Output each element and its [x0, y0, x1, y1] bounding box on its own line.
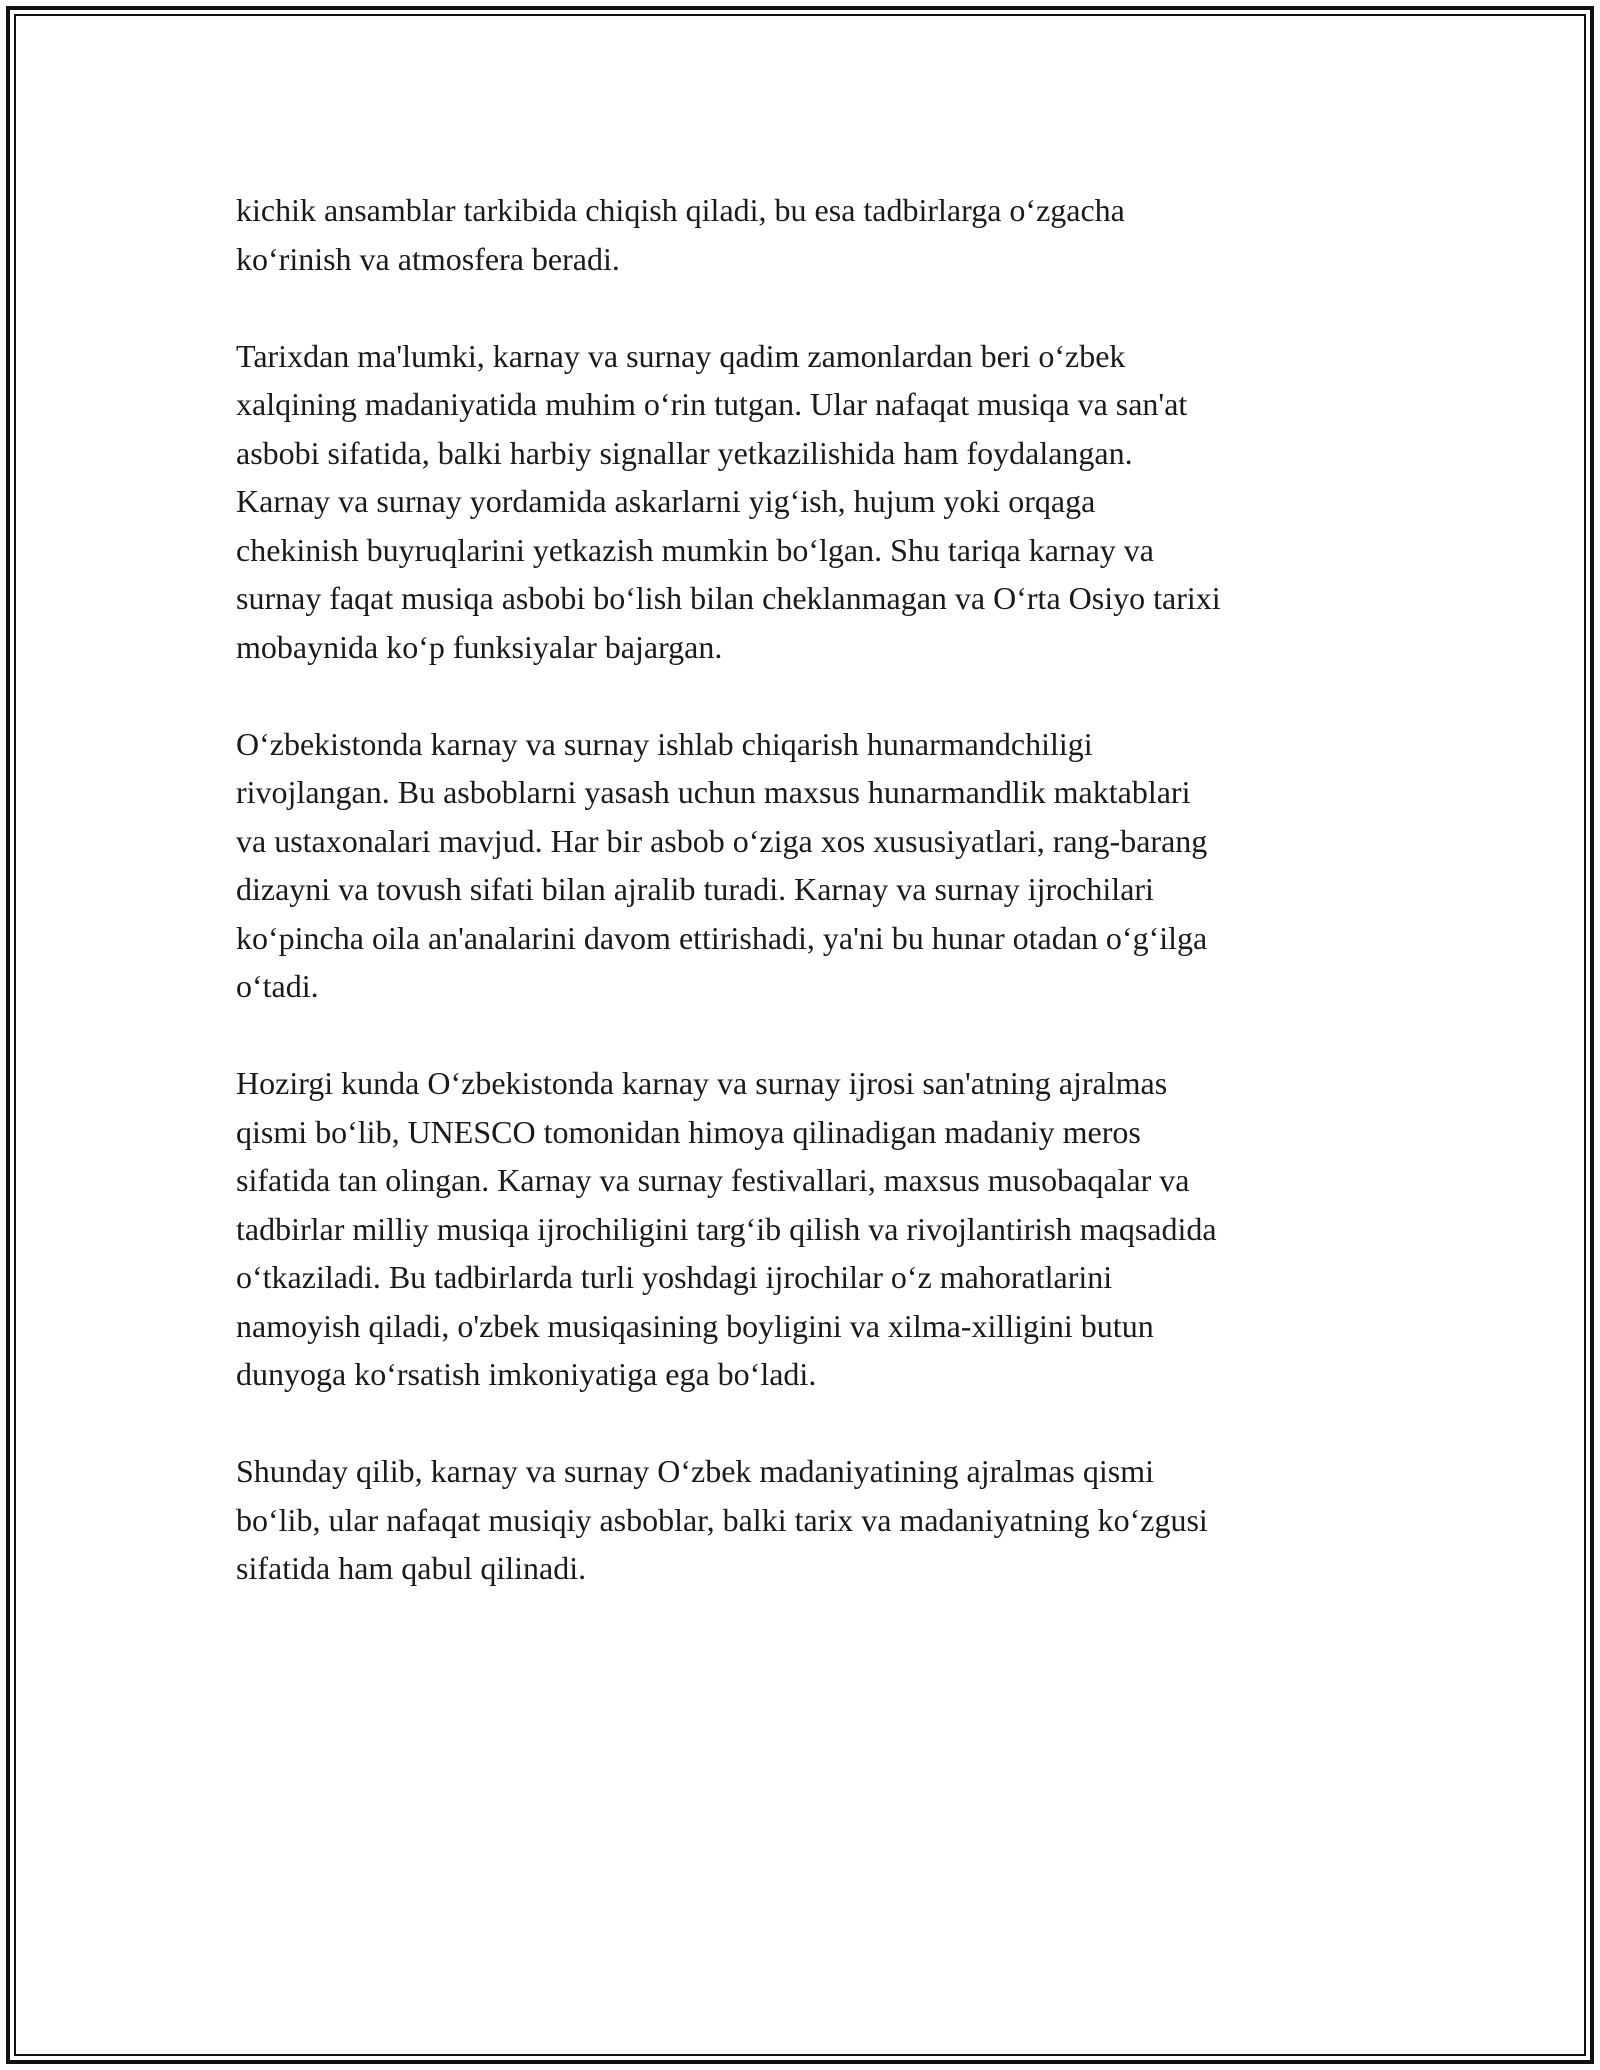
text-line: namoyish qiladi, o'zbek musiqasining boyligini va xilma-xilligini butun	[236, 1307, 1154, 1344]
text-line: Karnay va surnay yordamida askarlarni yig‘ish, hujum yoki orqaga	[236, 483, 1096, 519]
paragraph-4	[236, 1059, 1366, 1399]
text-line: chekinish buyruqlarini yetkazish mumkin bo‘lgan. Shu tariqa karnay va	[236, 531, 1154, 568]
text-line: surnay faqat musiqa asbobi bo‘lish bilan cheklanmagan va O‘rta Osiyo tarixi	[236, 580, 1221, 616]
text-line: asbobi sifatida, balki harbiy signallar yetkazilishida ham foydalangan.	[236, 434, 1133, 471]
text-line: ko‘pincha oila an'analarini davom ettirishadi, ya'ni bu hunar otadan o‘g‘ilga	[236, 919, 1208, 956]
text-line: Shunday qilib, karnay va surnay O‘zbek madaniyatining ajralmas qismi	[236, 1453, 1154, 1489]
text-line: tadbirlar milliy musiqa ijrochiligini targ‘ib qilish va rivojlantirish maqsadida	[236, 1210, 1217, 1247]
text-line: kichik ansamblar tarkibida chiqish qiladi, bu esa tadbirlarga o‘zgacha	[236, 192, 1125, 228]
text-line: mobaynida ko‘p funksiyalar bajargan.	[236, 628, 723, 665]
text-line: o‘tkaziladi. Bu tadbirlarda turli yoshdagi ijrochilar o‘z mahoratlarini	[236, 1259, 1113, 1295]
text-line: sifatida ham qabul qilinadi.	[236, 1550, 587, 1586]
text-line: ko‘rinish va atmosfera beradi.	[236, 240, 620, 277]
text-line: rivojlangan. Bu asboblarni yasash uchun maxsus hunarmandlik maktablari	[236, 774, 1191, 810]
text-line: bo‘lib, ular nafaqat musiqiy asboblar, balki tarix va madaniyatning ko‘zgusi	[236, 1501, 1208, 1538]
text-line: Tarixdan ma'lumki, karnay va surnay qadim zamonlardan beri o‘zbek	[236, 337, 1126, 374]
text-line: dunyoga ko‘rsatish imkoniyatiga ega bo‘ladi.	[236, 1356, 817, 1392]
text-line: qismi bo‘lib, UNESCO tomonidan himoya qilinadigan madaniy meros	[236, 1113, 1141, 1150]
text-line: sifatida tan olingan. Karnay va surnay festivallari, maxsus musobaqalar va	[236, 1162, 1190, 1198]
text-line: dizayni va tovush sifati bilan ajralib turadi. Karnay va surnay ijrochilari	[236, 871, 1154, 907]
paragraph-5	[236, 1447, 1366, 1593]
text-line: O‘zbekistonda karnay va surnay ishlab chiqarish hunarmandchiligi	[236, 725, 1093, 762]
paragraph-2	[236, 332, 1366, 672]
text-line: o‘tadi.	[236, 968, 319, 1004]
text-line: va ustaxonalari mavjud. Har bir asbob o‘ziga xos xususiyatlari, rang-barang	[236, 822, 1208, 859]
text-line: Hozirgi kunda O‘zbekistonda karnay va surnay ijrosi san'atning ajralmas	[236, 1065, 1168, 1101]
paragraph-3	[236, 720, 1366, 1011]
text-line: xalqining madaniyatida muhim o‘rin tutgan. Ular nafaqat musiqa va san'at	[236, 386, 1188, 422]
paragraph-1	[236, 186, 1366, 283]
document-body	[236, 186, 1366, 1641]
